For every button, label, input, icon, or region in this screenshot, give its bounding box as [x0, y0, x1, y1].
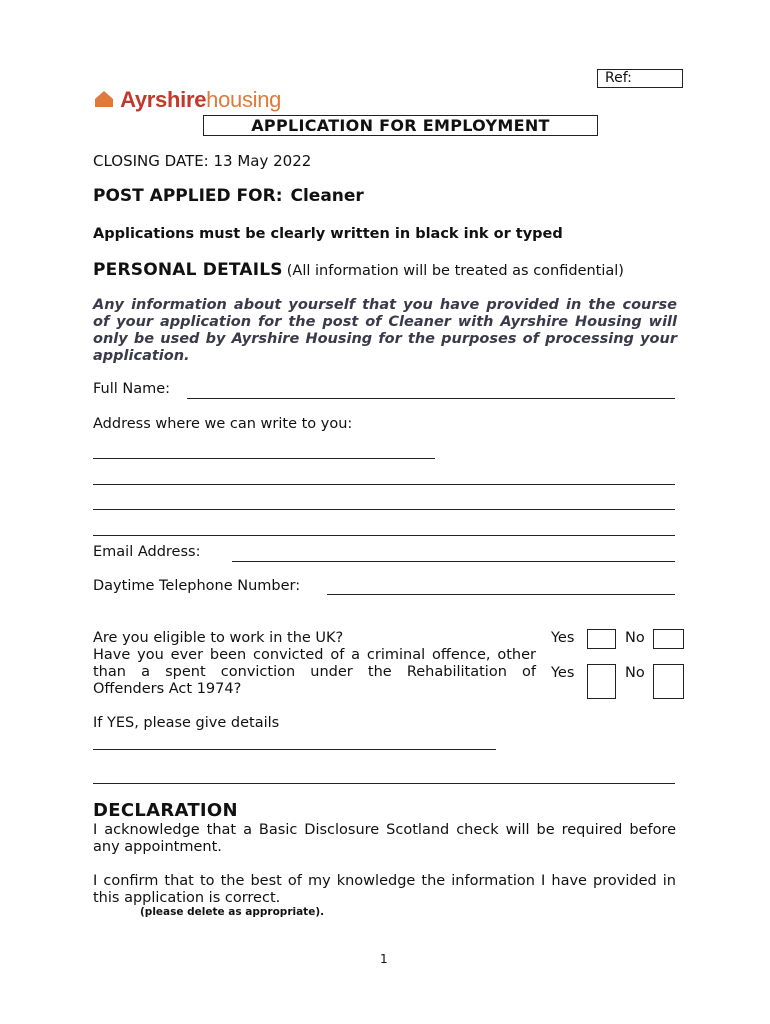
instructions: Applications must be clearly written in black ink or typed	[93, 226, 563, 242]
ayrshire-housing-logo	[94, 87, 281, 111]
details-label: If YES, please give details	[93, 715, 280, 731]
conviction-question: Have you ever been convicted of a criminal offence, other than a spent conviction under the Rehabilitation of Offenders Act 1974?	[93, 647, 536, 697]
address-line-3[interactable]	[93, 509, 675, 510]
declaration-para-1: I acknowledge that a Basic Disclosure Scotland check will be required before any appointment.	[93, 822, 676, 855]
address-line-4[interactable]	[93, 535, 675, 536]
details-line-1[interactable]	[93, 749, 496, 750]
eligible-no-label: No	[625, 630, 645, 646]
convicted-yes-label: Yes	[551, 665, 575, 681]
eligibility-question: Are you eligible to work in the UK?	[93, 630, 344, 646]
eligible-yes-checkbox[interactable]	[587, 629, 616, 649]
post-applied-for	[93, 186, 364, 206]
address-line-2[interactable]	[93, 484, 675, 485]
post-label: POST APPLIED FOR:	[93, 186, 283, 206]
convicted-yes-checkbox[interactable]	[587, 664, 616, 699]
page-number: 1	[380, 952, 388, 966]
phone-field[interactable]	[327, 594, 675, 595]
convicted-no-checkbox[interactable]	[653, 664, 684, 699]
details-line-2[interactable]	[93, 783, 675, 784]
address-label: Address where we can write to you:	[93, 416, 353, 432]
ref-label: Ref:	[605, 70, 632, 86]
email-label: Email Address:	[93, 544, 201, 560]
phone-label: Daytime Telephone Number:	[93, 578, 301, 594]
house-icon	[94, 89, 114, 109]
logo-text-bold: Ayrshire	[120, 87, 207, 112]
declaration-heading: DECLARATION	[93, 800, 238, 821]
confidentiality-statement: Any information about yourself that you have provided in the course of your application for the post of Cleaner with Ayrshire Housing will only be used by Ayrshire Housing for the purposes of processing your application.	[93, 297, 677, 364]
delete-note: (please delete as appropriate).	[140, 906, 325, 918]
eligible-no-checkbox[interactable]	[653, 629, 684, 649]
email-field[interactable]	[232, 561, 675, 562]
post-value: Cleaner	[290, 186, 364, 206]
full-name-field[interactable]	[187, 398, 675, 399]
closing-date: CLOSING DATE: 13 May 2022	[93, 152, 312, 170]
personal-details-heading	[93, 260, 624, 280]
address-line-1[interactable]	[93, 458, 435, 459]
convicted-no-label: No	[625, 665, 645, 681]
eligible-yes-label: Yes	[551, 630, 575, 646]
logo-text-light: housing	[206, 87, 282, 112]
form-title: APPLICATION FOR EMPLOYMENT	[203, 115, 598, 136]
section-heading: PERSONAL DETAILS	[93, 260, 283, 280]
full-name-label: Full Name:	[93, 381, 171, 397]
section-note: (All information will be treated as confidential)	[286, 263, 624, 279]
declaration-para-2: I confirm that to the best of my knowledge the information I have provided in this application is correct.	[93, 873, 676, 906]
